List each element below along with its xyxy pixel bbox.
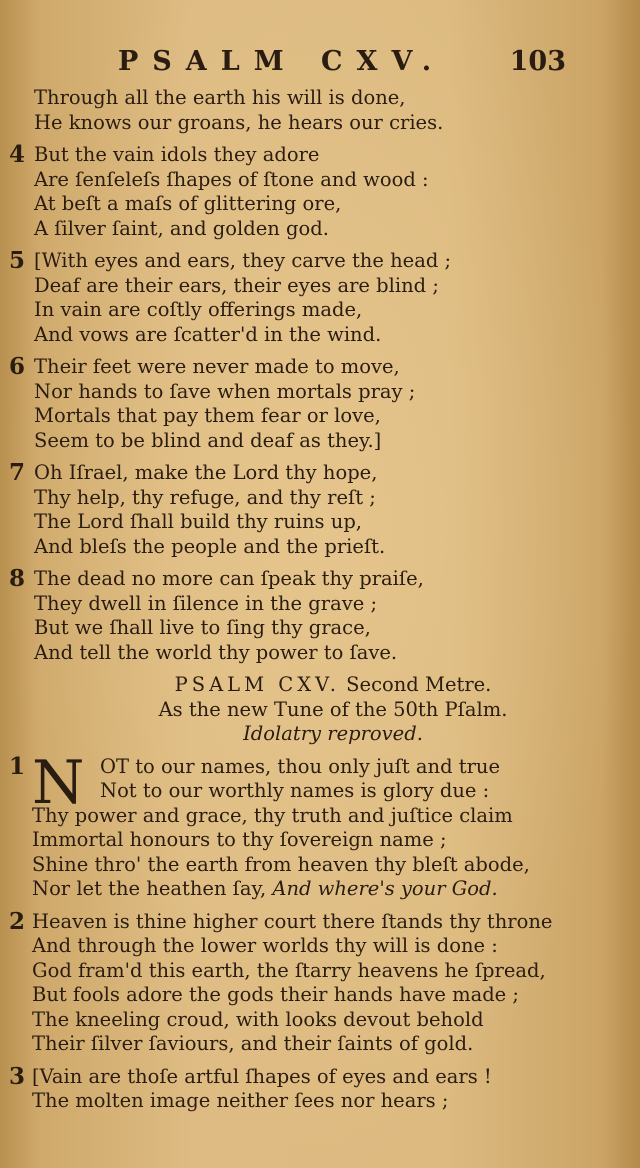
verse-line: Their feet were never made to move, bbox=[34, 355, 400, 378]
verse-line: But the vain idols they adore bbox=[34, 143, 320, 166]
page-number: 103 bbox=[509, 46, 566, 77]
verse-line: Are ſenſeleſs ſhapes of ſtone and wood : bbox=[34, 167, 429, 191]
metre2-stanza-1 bbox=[0, 747, 640, 902]
verse-line: Not to our worthly names is glory due : bbox=[100, 779, 490, 802]
psalm-title: PSALM CXV. bbox=[174, 673, 340, 696]
metre2-stanza-2 bbox=[0, 907, 640, 1057]
stanza-continued bbox=[0, 86, 640, 135]
verse-line: And bleſs the people and the prieſt. bbox=[34, 534, 386, 558]
verse-line: Thy help, thy refuge, and thy reſt ; bbox=[34, 485, 376, 509]
verse-line-italic: And where's your God. bbox=[272, 877, 498, 900]
verse-line: And tell the world thy power to ſave. bbox=[34, 640, 398, 664]
verse-line: God fram'd this earth, the ſtarry heavens he ſpread, bbox=[32, 958, 546, 982]
verse-number: 7 bbox=[9, 459, 26, 486]
verse-line: Thy power and grace, thy truth and juſtice claim bbox=[32, 803, 513, 827]
psalm-heading bbox=[26, 673, 640, 698]
verse-number: 8 bbox=[9, 565, 26, 592]
psalm-subtitle: Idolatry reproved. bbox=[243, 722, 423, 745]
stanza-6 bbox=[0, 355, 640, 453]
verse-number: 4 bbox=[9, 141, 26, 168]
tune-line: As the new Tune of the 50th Pſalm. bbox=[158, 697, 508, 721]
verse-line: Immortal honours to thy ſovereign name ; bbox=[32, 828, 447, 851]
stanza-7 bbox=[0, 461, 640, 559]
verse-line: Heaven is thine higher court there ſtands thy throne bbox=[32, 909, 553, 933]
verse-line: Deaf are their ears, their eyes are blind ; bbox=[34, 273, 439, 297]
verse-number: 1 bbox=[9, 752, 26, 780]
verse-line: But fools adore the gods their hands have made ; bbox=[32, 983, 519, 1006]
verse-line: OT to our names, thou only juſt and true bbox=[100, 754, 501, 778]
verse-line: The Lord ſhall build thy ruins up, bbox=[34, 510, 362, 533]
stanza-4 bbox=[0, 143, 640, 241]
page-header bbox=[0, 46, 640, 86]
verse-line: The dead no more can ſpeak thy praiſe, bbox=[34, 567, 424, 590]
verse-line: In vain are coſtly offerings made, bbox=[34, 298, 363, 321]
running-title: PSALM CXV. bbox=[118, 46, 446, 77]
verse-line: But we ſhall live to ſing thy grace, bbox=[34, 616, 371, 639]
verse-line: At beſt a maſs of glittering ore, bbox=[34, 192, 342, 215]
page-body bbox=[0, 86, 640, 1122]
drop-cap: N bbox=[32, 747, 85, 818]
verse-number: 5 bbox=[9, 247, 26, 274]
verse-line: He knows our groans, he hears our cries. bbox=[34, 110, 444, 134]
verse-line: The molten image neither ſees nor hears ; bbox=[32, 1089, 449, 1112]
verse-line: [With eyes and ears, they carve the head ; bbox=[34, 249, 452, 272]
stanza-8 bbox=[0, 567, 640, 665]
verse-line: Mortals that pay them fear or love, bbox=[34, 404, 381, 427]
verse-line: And vows are ſcatter'd in the wind. bbox=[34, 322, 382, 346]
verse-line: A ſilver ſaint, and golden god. bbox=[34, 216, 329, 240]
stanza-5 bbox=[0, 249, 640, 347]
verse-line: Through all the earth his will is done, bbox=[34, 86, 406, 109]
verse-line-start: Nor let the heathen ſay, bbox=[32, 877, 273, 900]
verse-line: Oh Iſrael, make the Lord thy hope, bbox=[34, 461, 378, 484]
verse-line: [Vain are thoſe artful ſhapes of eyes and ears ! bbox=[32, 1064, 492, 1088]
verse-line: Their ſilver ſaviours, and their ſaints of gold. bbox=[32, 1032, 474, 1055]
verse-number: 3 bbox=[9, 1062, 26, 1090]
verse-number: 6 bbox=[9, 353, 26, 380]
verse-line: Seem to be blind and deaf as they.] bbox=[34, 428, 382, 452]
verse-line: They dwell in ſilence in the grave ; bbox=[34, 591, 378, 615]
verse-line: Shine thro' the earth from heaven thy bleſt abode, bbox=[32, 852, 530, 876]
verse-line: Nor hands to ſave when mortals pray ; bbox=[34, 379, 416, 403]
psalm-metre: Second Metre. bbox=[346, 673, 492, 696]
verse-number: 2 bbox=[9, 907, 26, 935]
verse-line: And through the lower worlds thy will is done : bbox=[32, 934, 498, 957]
verse-line: The kneeling croud, with looks devout behold bbox=[32, 1007, 484, 1031]
verse-line bbox=[32, 877, 640, 902]
metre2-stanza-3 bbox=[0, 1062, 640, 1114]
